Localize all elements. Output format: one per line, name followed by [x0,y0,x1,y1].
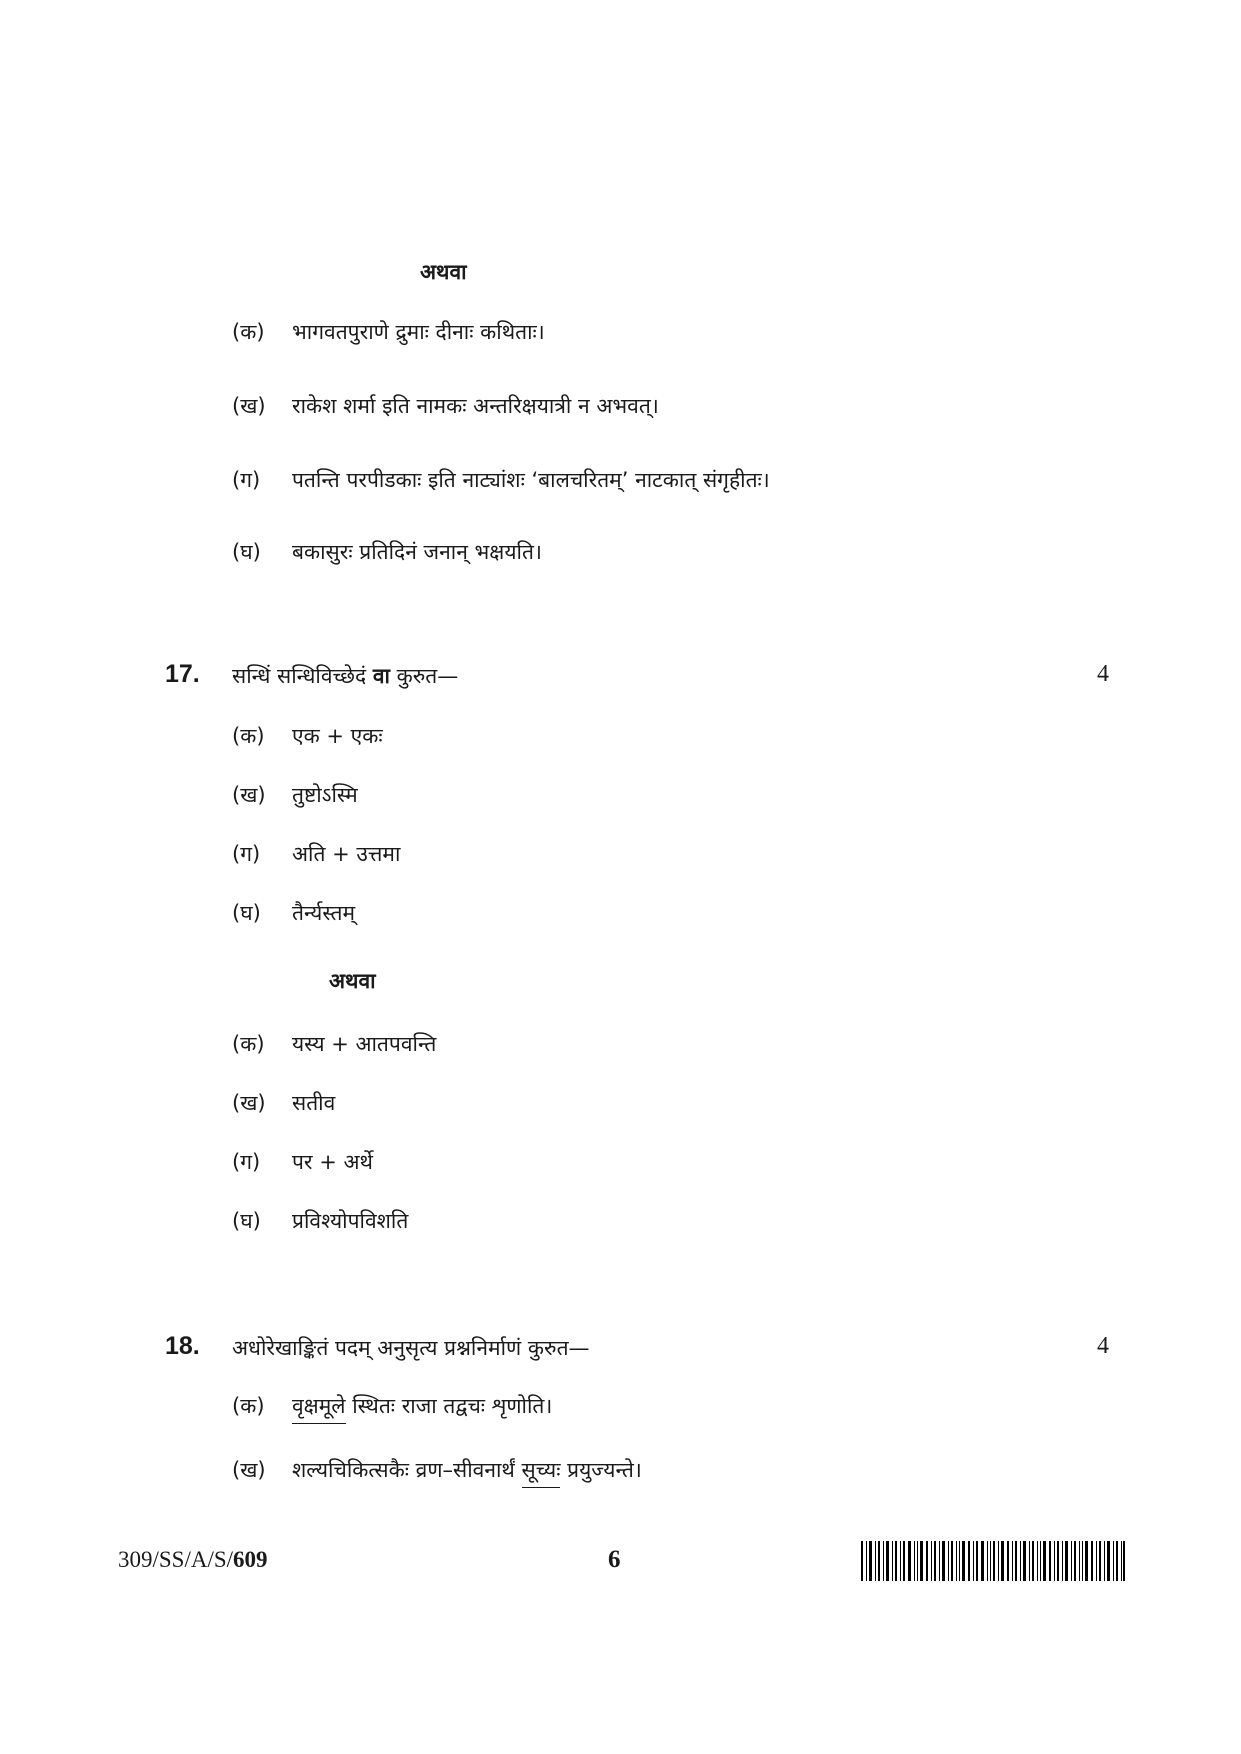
athava-heading-16: अथवा [420,260,467,284]
item-label: (क) [232,1032,265,1056]
list-item [232,1089,335,1117]
item-label: (घ) [232,1209,261,1233]
item-text: तैर्न्यस्तम् [292,901,356,925]
list-item [232,899,355,927]
item-text: अति + उत्तमा [292,842,401,866]
question-text-bold: वा [372,664,390,688]
list-item [232,1148,373,1176]
item-text: प्रविश्योपविशति [292,1209,409,1233]
question-text-part: कुरुत— [389,664,459,688]
item-text: बकासुरः प्रतिदिनं जनान् भक्षयति। [292,540,542,564]
item-label: (ख) [232,1458,266,1482]
item-label: (ख) [232,394,266,418]
item-label: (क) [232,724,265,748]
item-text: राकेश शर्मा इति नामकः अन्तरिक्षयात्री न अभवत्। [292,394,659,418]
paper-code-prefix: 309/SS/A/S/ [118,1547,234,1572]
item-text: यस्य + आतपवन्ति [292,1032,437,1056]
item-label: (घ) [232,540,261,564]
marks-17: 4 [1097,661,1109,687]
item-label: (क) [232,320,265,344]
question-number-18: 18. [165,1332,200,1360]
item-text: प्रयुज्यन्ते। [560,1458,642,1482]
item-label: (ग) [232,468,261,492]
item-text: सतीव [292,1091,336,1115]
list-item [232,1392,552,1420]
underlined-word: वृक्षमूले [292,1394,346,1424]
question-text-18: अधोरेखाङ्कितं पदम् अनुसृत्य प्रश्ननिर्माणं कुरुत— [232,1336,590,1360]
list-item [232,1030,436,1058]
underlined-word: सूच्यः [522,1458,561,1488]
item-text: स्थितः राजा तद्वचः शृणोति। [345,1394,553,1418]
item-text: तुष्टोऽस्मि [292,783,358,807]
question-text-part: सन्धिं सन्धिविच्छेदं [232,664,373,688]
list-item [232,392,659,420]
list-item [232,781,358,809]
item-label: (ग) [232,1150,261,1174]
item-text: पतन्ति परपीडकाः इति नाट्यांशः ‘बालचरितम्’ नाटकात् संगृहीतः। [292,468,770,492]
list-item [232,538,542,566]
item-text: शल्यचिकित्सकैः व्रण–सीवनार्थं [292,1458,522,1482]
item-label: (घ) [232,901,261,925]
question-number-17: 17. [165,660,200,688]
item-text: पर + अर्थे [292,1150,373,1174]
athava-heading-17: अथवा [329,969,376,993]
item-label: (ख) [232,1091,266,1115]
item-label: (क) [232,1394,265,1418]
paper-code-number: 609 [233,1547,268,1572]
barcode [861,1541,1125,1581]
page-number: 6 [608,1546,621,1573]
question-text-17 [232,662,458,690]
list-item [232,466,770,494]
paper-code [118,1547,268,1573]
list-item [232,1456,642,1484]
item-text: भागवतपुराणे द्रुमाः दीनाः कथिताः। [292,320,545,344]
list-item [232,722,383,750]
item-label: (ख) [232,783,266,807]
list-item [232,840,400,868]
item-text: एक + एकः [292,724,383,748]
item-label: (ग) [232,842,261,866]
list-item [232,318,545,346]
marks-18: 4 [1097,1333,1109,1359]
list-item [232,1207,408,1235]
